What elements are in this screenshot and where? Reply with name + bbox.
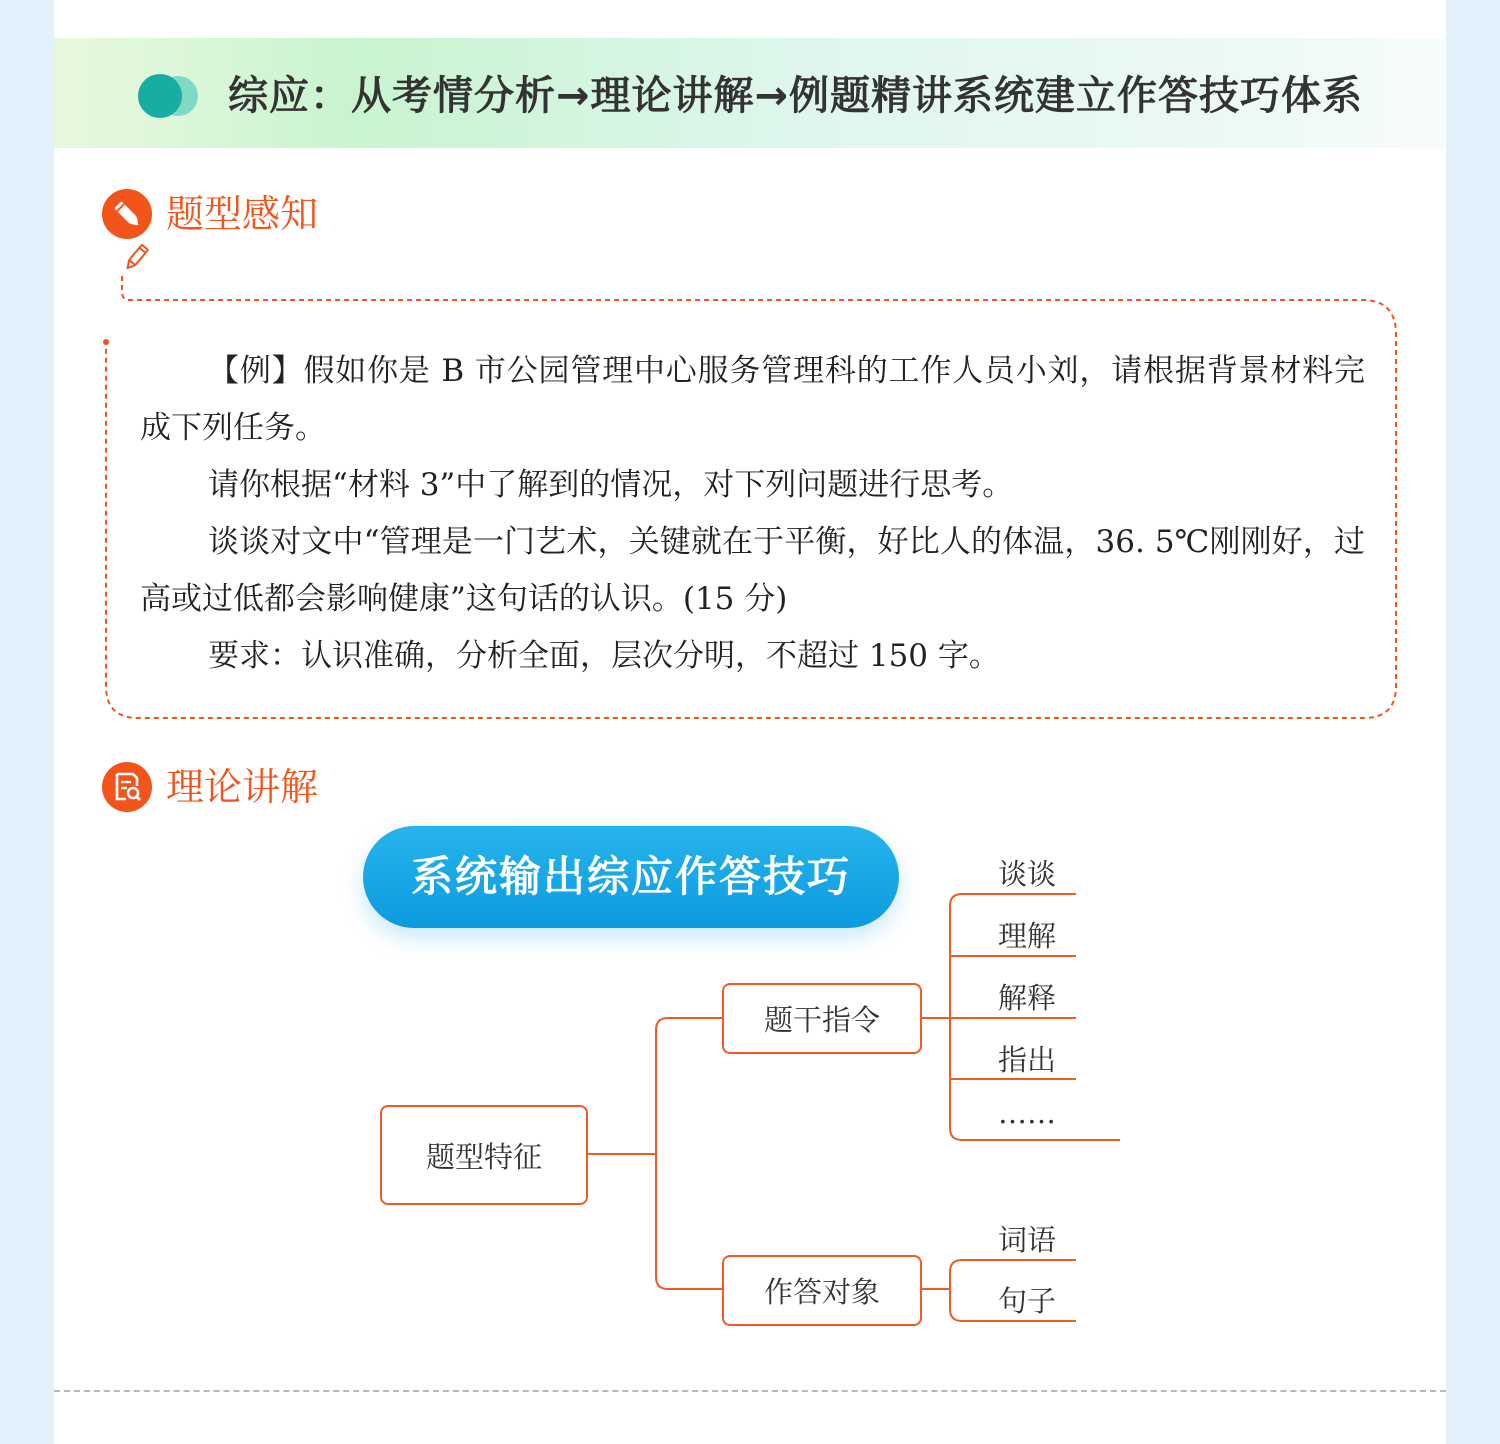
mindmap-leaf: 解释 [998,981,1057,1015]
mindmap-leaf: 理解 [998,919,1057,953]
mindmap-leaf: 谈谈 [998,857,1057,891]
mindmap-leaf: …… [998,1096,1056,1130]
banner-title: 综应：从考情分析→理论讲解→例题精讲系统建立作答技巧体系 [228,73,1364,119]
mindmap-root: 题型特征 [380,1105,588,1205]
example-paragraph: 【例】假如你是 B 市公园管理中心服务管理科的工作人员小刘，请根据背景材料完成下列任务。 [140,353,1365,446]
mindmap-leaf: 词语 [998,1223,1057,1257]
section-title-perception: 题型感知 [166,192,319,236]
mindmap-leaf: 指出 [998,1043,1057,1077]
example-paragraph: 要求：认识准确，分析全面，层次分明，不超过 150 字。 [208,638,1000,674]
mindmap-branch-instruction: 题干指令 [722,983,922,1054]
section-divider [54,1390,1446,1392]
section-title-theory: 理论讲解 [166,765,319,809]
mindmap-branch-object: 作答对象 [722,1255,922,1326]
example-paragraph: 谈谈对文中“管理是一门艺术，关键就在于平衡，好比人的体温，36. 5℃刚刚好，过高或过低都会影响健康”这句话的认识。(15 分) [140,524,1365,617]
example-paragraph: 请你根据“材料 3”中了解到的情况，对下列问题进行思考。 [208,467,1014,503]
system-output-banner: 系统输出综应作答技巧 [363,826,899,928]
mindmap-leaf: 句子 [998,1284,1057,1318]
